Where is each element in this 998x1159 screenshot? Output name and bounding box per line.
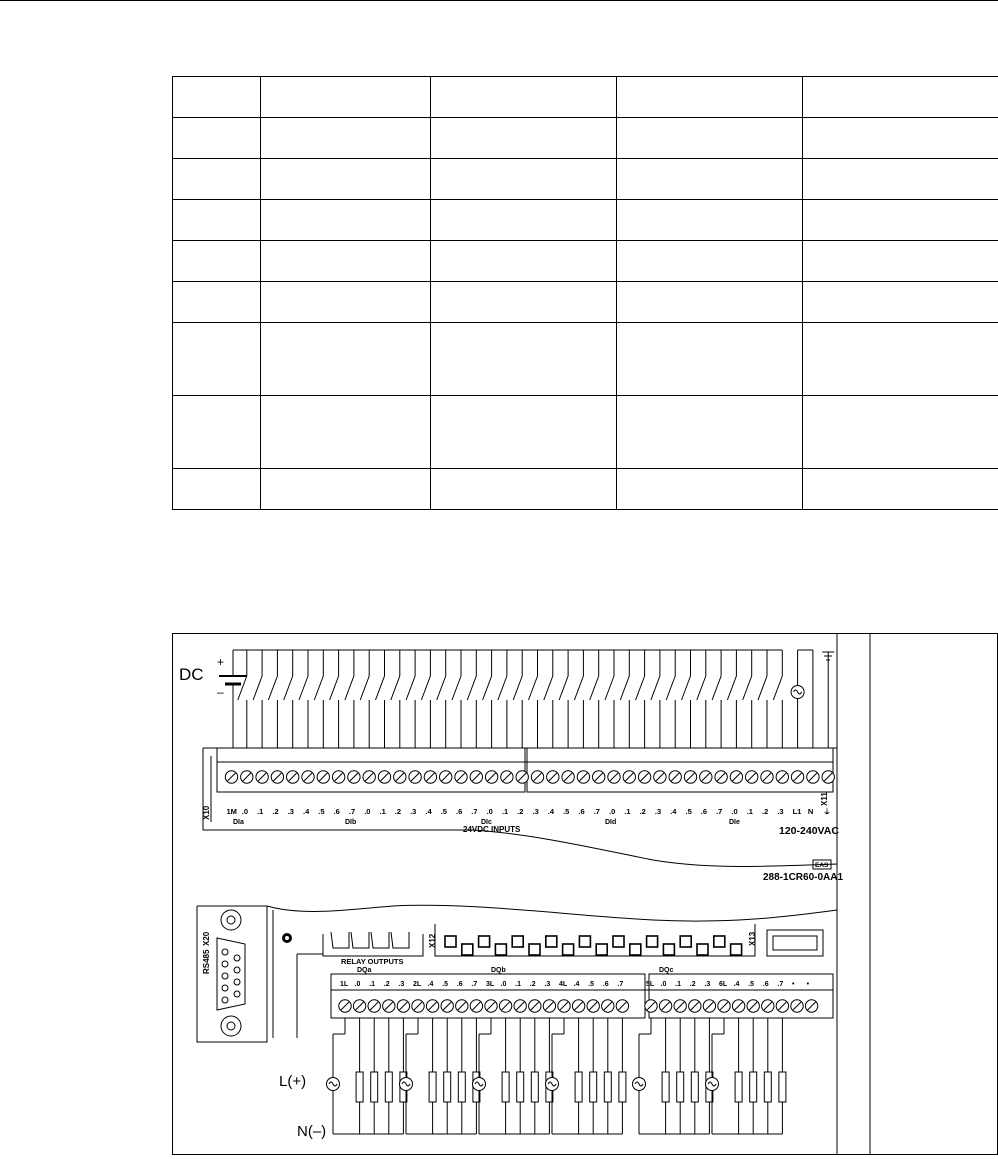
output-terminal-label: .3	[398, 981, 404, 988]
wiring-diagram-svg	[173, 634, 997, 1154]
input-terminal-strip	[217, 748, 834, 792]
status-led	[663, 944, 674, 955]
output-load	[764, 1072, 771, 1102]
output-terminal-label: .7	[617, 981, 623, 988]
group-dic: DIc	[481, 819, 492, 826]
output-terminal-label: .0	[661, 981, 667, 988]
table-cell	[803, 118, 998, 159]
table-cell	[617, 323, 803, 396]
input-switch	[314, 676, 323, 700]
output-terminal-label: .2	[384, 981, 390, 988]
table-cell	[617, 200, 803, 241]
input-terminal-label: .0	[487, 807, 493, 816]
output-terminal-label: .0	[355, 981, 361, 988]
x13-port-inner	[773, 936, 817, 950]
input-switch	[498, 676, 507, 700]
x11-label: X11	[820, 792, 829, 806]
table-cell	[173, 241, 261, 282]
status-leds	[445, 936, 742, 955]
output-load	[429, 1072, 436, 1102]
table-cell	[431, 241, 617, 282]
input-switch	[437, 676, 446, 700]
input-terminal-label: .3	[288, 807, 294, 816]
input-terminal-label: .4	[670, 807, 677, 816]
input-terminal-label: .0	[242, 807, 248, 816]
input-terminal-label: .1	[624, 807, 630, 816]
input-switch	[421, 676, 430, 700]
rs485-label: RS485	[202, 949, 211, 974]
table-cell	[617, 396, 803, 469]
status-led	[680, 936, 691, 947]
input-terminal-labels	[227, 807, 831, 816]
top-rule	[0, 0, 998, 1]
input-terminal-label: .5	[318, 807, 324, 816]
output-terminal-label: .3	[544, 981, 550, 988]
rs485-pin	[222, 961, 228, 967]
output-load	[735, 1072, 742, 1102]
status-led	[529, 944, 540, 955]
output-terminal-label: .6	[457, 981, 463, 988]
table-cell	[617, 77, 803, 118]
input-terminal-label: .2	[640, 807, 646, 816]
rs485-pins	[222, 949, 240, 1003]
output-load	[677, 1072, 684, 1102]
status-led	[596, 944, 607, 955]
rs485-pin	[222, 985, 228, 991]
input-terminal-label: .6	[701, 807, 707, 816]
input-switch	[559, 676, 568, 700]
input-switch	[636, 676, 645, 700]
output-terminal-label: .4	[574, 981, 580, 988]
rs485-screw-top-inner	[227, 916, 235, 924]
input-terminal-label: .2	[272, 807, 278, 816]
rs485-screw-bottom-inner	[227, 1022, 235, 1030]
table-cell	[431, 77, 617, 118]
table-cell	[173, 282, 261, 323]
input-switch	[391, 676, 400, 700]
output-terminal-label: 4L	[559, 981, 568, 988]
input-terminal-label: .6	[456, 807, 462, 816]
input-switch	[452, 676, 461, 700]
input-wiring	[233, 650, 834, 748]
n-minus-label: N(–)	[297, 1123, 326, 1140]
input-terminal-label: 1M	[227, 807, 237, 816]
wiring-diagram	[172, 633, 998, 1155]
input-switch	[483, 676, 492, 700]
table-cell	[431, 469, 617, 510]
output-terminal-labels	[340, 981, 810, 988]
table-cell	[173, 118, 261, 159]
rs485-pin	[222, 949, 228, 955]
input-terminal-label: .6	[578, 807, 584, 816]
table-cell	[803, 77, 998, 118]
table-cell	[431, 118, 617, 159]
group-dia: DIa	[233, 819, 244, 826]
group-dqa: DQa	[357, 967, 372, 974]
power-label: 120-240VAC	[779, 825, 839, 837]
input-terminal-label: .5	[686, 807, 692, 816]
input-switch	[574, 676, 583, 700]
status-led	[512, 936, 523, 947]
table-cell	[261, 323, 431, 396]
table-cell	[173, 200, 261, 241]
output-terminal-label: .1	[675, 981, 681, 988]
input-switch	[238, 676, 247, 700]
dc-label: DC	[179, 665, 204, 684]
spec-table	[172, 76, 998, 510]
input-terminal-label: .4	[303, 807, 310, 816]
output-terminal-label: .1	[515, 981, 521, 988]
output-terminal-label: 3L	[486, 981, 495, 988]
input-terminal-label: .4	[425, 807, 432, 816]
input-terminal-label: .2	[395, 807, 401, 816]
status-led	[714, 936, 725, 947]
group-dqc: DQc	[659, 967, 674, 974]
status-led	[546, 936, 557, 947]
status-led	[647, 936, 658, 947]
input-terminal-label: N	[808, 807, 813, 816]
input-terminal-label: .6	[334, 807, 340, 816]
output-load	[444, 1072, 451, 1102]
output-load	[458, 1072, 465, 1102]
rs485-pin	[234, 955, 240, 961]
input-terminal-label: .1	[747, 807, 753, 816]
table-cell	[173, 323, 261, 396]
input-terminal-label: .0	[731, 807, 737, 816]
input-terminal-label: .3	[655, 807, 661, 816]
dc-minus: –	[217, 685, 224, 699]
output-load	[590, 1072, 597, 1102]
output-load	[750, 1072, 757, 1102]
input-switch	[284, 676, 293, 700]
output-load	[385, 1072, 392, 1102]
table-row	[173, 241, 998, 282]
table-cell	[261, 77, 431, 118]
group-die: DIe	[729, 819, 740, 826]
status-led	[579, 936, 590, 947]
table-row	[173, 282, 998, 323]
output-terminal-label: .4	[734, 981, 740, 988]
input-block-1	[217, 748, 525, 792]
output-load	[604, 1072, 611, 1102]
input-switch	[590, 676, 599, 700]
input-terminal-label: .7	[716, 807, 722, 816]
output-load	[662, 1072, 669, 1102]
table-cell	[803, 323, 998, 396]
input-switch	[666, 676, 675, 700]
input-terminal-label: .3	[533, 807, 539, 816]
table-cell	[261, 118, 431, 159]
table-cell	[803, 241, 998, 282]
table-row	[173, 323, 998, 396]
table-cell	[431, 200, 617, 241]
port-icon	[282, 933, 292, 943]
input-terminal-label: .3	[777, 807, 783, 816]
input-terminal-label: L1	[793, 807, 802, 816]
output-load	[531, 1072, 538, 1102]
input-terminal-label: ⏚	[823, 807, 831, 816]
rs485-pin	[222, 973, 228, 979]
output-load	[575, 1072, 582, 1102]
input-terminal-label: .2	[762, 807, 768, 816]
output-terminal-label: .5	[442, 981, 448, 988]
input-terminal-label: .7	[594, 807, 600, 816]
device-lower-edge	[273, 910, 323, 1038]
table-cell	[261, 241, 431, 282]
output-terminal-label: •	[807, 981, 810, 988]
output-wiring	[327, 1018, 786, 1134]
output-load	[371, 1072, 378, 1102]
table-cell	[431, 396, 617, 469]
input-terminal-label: .2	[517, 807, 523, 816]
output-terminal-label: .3	[704, 981, 710, 988]
input-switch	[773, 676, 782, 700]
input-terminal-label: .0	[609, 807, 615, 816]
inputs-title: 24VDC INPUTS	[463, 825, 521, 834]
table-cell	[617, 241, 803, 282]
table-cell	[617, 159, 803, 200]
table-cell	[261, 469, 431, 510]
table-cell	[803, 282, 998, 323]
output-load	[356, 1072, 363, 1102]
table-cell	[261, 159, 431, 200]
input-switch	[682, 676, 691, 700]
table-cell	[173, 159, 261, 200]
input-terminal-label: .5	[441, 807, 447, 816]
status-led	[613, 936, 624, 947]
rs485-connector	[217, 938, 245, 1010]
output-terminal-label: .0	[501, 981, 507, 988]
status-led	[563, 944, 574, 955]
rs485-screw-bottom	[221, 1016, 241, 1036]
input-terminal-label: .1	[257, 807, 263, 816]
table-cell	[431, 282, 617, 323]
status-led	[697, 944, 708, 955]
input-terminal-label: .7	[471, 807, 477, 816]
table-cell	[173, 396, 261, 469]
input-terminal-label: .1	[380, 807, 386, 816]
model-badge: EAS	[815, 862, 829, 869]
group-dqb: DQb	[491, 967, 506, 974]
status-led	[731, 944, 742, 955]
output-terminal-label: .2	[530, 981, 536, 988]
output-terminal-label: .5	[588, 981, 594, 988]
input-switch	[330, 676, 339, 700]
output-terminal-label: .7	[777, 981, 783, 988]
rs485-pin	[234, 967, 240, 973]
x13-port	[767, 930, 823, 956]
input-switch	[345, 676, 354, 700]
status-led	[479, 936, 490, 947]
status-led	[495, 944, 506, 955]
input-switch	[529, 676, 538, 700]
table-cell	[803, 396, 998, 469]
status-led	[445, 936, 456, 947]
rs485-pin	[222, 997, 228, 1003]
input-block-2	[527, 748, 833, 792]
input-switch	[467, 676, 476, 700]
input-terminal-label: .0	[364, 807, 370, 816]
input-switch	[513, 676, 522, 700]
output-terminal-label: .5	[748, 981, 754, 988]
output-terminal-label: 2L	[413, 981, 422, 988]
table-cell	[803, 200, 998, 241]
status-led	[630, 944, 641, 955]
output-terminal-label: 1L	[340, 981, 349, 988]
output-terminal-label: 6L	[719, 981, 728, 988]
table-row	[173, 77, 998, 118]
table-cell	[803, 159, 998, 200]
table-cell	[803, 469, 998, 510]
output-terminal-label: .7	[471, 981, 477, 988]
output-load	[517, 1072, 524, 1102]
input-switch	[376, 676, 385, 700]
rs485-pin	[234, 991, 240, 997]
input-switch	[406, 676, 415, 700]
table-row	[173, 159, 998, 200]
model-number: 288-1CR60-0AA1	[763, 872, 843, 883]
x13-label: X13	[748, 931, 757, 946]
group-dib: DIb	[345, 819, 356, 826]
output-terminal-label: 5L	[646, 981, 655, 988]
output-terminal-strip	[331, 974, 833, 1018]
table-row	[173, 200, 998, 241]
table-cell	[617, 282, 803, 323]
status-led	[462, 944, 473, 955]
input-switch	[651, 676, 660, 700]
output-load	[691, 1072, 698, 1102]
card-slot-ridges	[331, 932, 409, 948]
input-switch	[758, 676, 767, 700]
table-row	[173, 469, 998, 510]
table-cell	[617, 469, 803, 510]
table-cell	[173, 77, 261, 118]
rs485-pin	[234, 979, 240, 985]
output-terminal-label: •	[792, 981, 795, 988]
input-switch	[268, 676, 277, 700]
table-cell	[261, 200, 431, 241]
input-switch	[253, 676, 262, 700]
x10-label: X10	[202, 805, 211, 820]
x20-label: X20	[202, 931, 211, 946]
table-cell	[261, 282, 431, 323]
input-switch	[743, 676, 752, 700]
table-row	[173, 396, 998, 469]
x12-label: X12	[428, 933, 437, 948]
input-terminal-label: .1	[502, 807, 508, 816]
table-cell	[261, 396, 431, 469]
table-cell	[431, 323, 617, 396]
input-switch	[605, 676, 614, 700]
input-terminal-label: .3	[410, 807, 416, 816]
output-terminal-label: .6	[763, 981, 769, 988]
input-switch	[697, 676, 706, 700]
dc-plus: +	[217, 655, 224, 669]
input-switch	[712, 676, 721, 700]
output-load	[779, 1072, 786, 1102]
input-switch	[544, 676, 553, 700]
input-terminal-label: .7	[349, 807, 355, 816]
output-load	[502, 1072, 509, 1102]
input-switch	[299, 676, 308, 700]
output-terminal-label: .1	[369, 981, 375, 988]
l-plus-label: L(+)	[279, 1073, 306, 1090]
group-did: DId	[605, 819, 616, 826]
output-load	[619, 1072, 626, 1102]
rs485-screw-top	[221, 910, 241, 930]
table-cell	[173, 469, 261, 510]
table-cell	[431, 159, 617, 200]
output-terminal-label: .2	[690, 981, 696, 988]
input-switch	[360, 676, 369, 700]
input-switch	[727, 676, 736, 700]
device-lower-outline	[197, 905, 837, 921]
output-terminal-label: .6	[603, 981, 609, 988]
output-terminal-label: .4	[428, 981, 434, 988]
table-cell	[617, 118, 803, 159]
relay-title: RELAY OUTPUTS	[341, 957, 404, 966]
table-row	[173, 118, 998, 159]
input-terminal-label: .4	[548, 807, 555, 816]
input-switch	[620, 676, 629, 700]
input-terminal-label: .5	[563, 807, 569, 816]
